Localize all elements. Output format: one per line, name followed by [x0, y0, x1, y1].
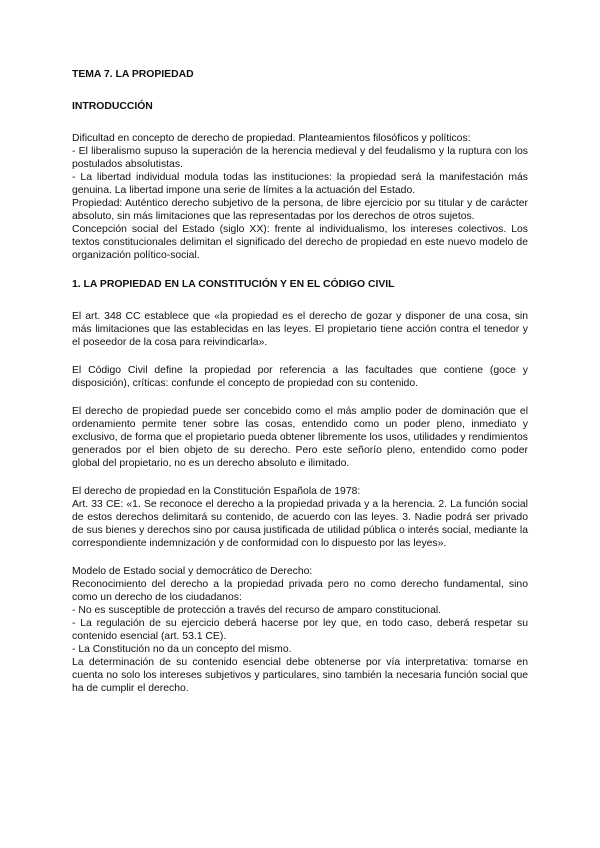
- model-line: - La Constitución no da un concepto del mismo.: [72, 644, 292, 655]
- section1-paragraph: El Código Civil define la propiedad por referencia a las facultades que contiene (goce y disposición), críticas: confunde el concepto de propiedad con su contenido.: [72, 365, 528, 389]
- intro-paragraph: Propiedad: Auténtico derecho subjetivo de la persona, de libre ejercicio por su titular y de carácter absoluto, sin más limitaciones que las representadas por los derechos de otros sujetos.: [72, 198, 528, 222]
- section1-heading: 1. LA PROPIEDAD EN LA CONSTITUCIÓN Y EN EL CÓDIGO CIVIL: [72, 279, 395, 290]
- intro-paragraph: - La libertad individual modula todas las instituciones: la propiedad será la manifestación más genuina. La libertad impone una serie de límites a la actuación del Estado.: [72, 172, 528, 196]
- model-block: [72, 565, 528, 695]
- intro-paragraph: Concepción social del Estado (siglo XX): frente al individualismo, los intereses colectivos. Los textos constitucionales delimitan el significado del derecho de propiedad en este nuevo modelo de organización político-social.: [72, 224, 528, 261]
- model-line: - La regulación de su ejercicio deberá hacerse por ley que, en todo caso, deberá respetar su contenido esencial (art. 53.1 CE).: [72, 618, 528, 642]
- constitution-line: Art. 33 CE: «1. Se reconoce el derecho a la propiedad privada y a la herencia. 2. La función social de estos derechos delimitará su contenido, de acuerdo con las leyes. 3. Nadie podrá ser privado de sus bienes y derechos sino por causa justificada de utilidad pública o interés social, mediante la correspondiente indemnización y de conformidad con lo dispuesto por las leyes».: [72, 499, 528, 549]
- section1-paragraph: El art. 348 CC establece que «la propiedad es el derecho de gozar y disponer de una cosa, sin más limitaciones que las establecidas en las leyes. El propietario tiene acción contra el tenedor y el poseedor de la cosa para reivindicarla».: [72, 311, 528, 348]
- model-line: Modelo de Estado social y democrático de Derecho:: [72, 566, 313, 577]
- section1-paragraph: El derecho de propiedad puede ser concebido como el más amplio poder de dominación que el ordenamiento permite tener sobre las cosas, entendido como un poder pleno, inmediato y exclusivo, de forma que el propietario pueda obtener libremente los usos, utilidades y rendimientos generados por el bien objeto de su derecho. Pero este señorío pleno, entendido como poder global del propietario, no es un derecho absoluto e ilimitado.: [72, 406, 528, 469]
- document-title: TEMA 7. LA PROPIEDAD: [72, 69, 194, 80]
- intro-heading: INTRODUCCIÓN: [72, 101, 153, 112]
- model-line: - No es susceptible de protección a través del recurso de amparo constitucional.: [72, 605, 442, 616]
- constitution-line: El derecho de propiedad en la Constitución Española de 1978:: [72, 486, 361, 497]
- intro-section: [72, 132, 528, 262]
- document-content: [72, 68, 528, 707]
- model-line: La determinación de su contenido esencial debe obtenerse por vía interpretativa: tomarse en cuenta no solo los intereses subjetivos y particulares, sino también la necesaria función social que ha de cumplir el derecho.: [72, 657, 528, 694]
- intro-paragraph: - El liberalismo supuso la superación de la herencia medieval y del feudalismo y la ruptura con los postulados absolutistas.: [72, 146, 528, 170]
- constitution-block: [72, 485, 528, 550]
- intro-paragraph: Dificultad en concepto de derecho de propiedad. Planteamientos filosóficos y políticos:: [72, 133, 471, 144]
- model-line: Reconocimiento del derecho a la propiedad privada pero no como derecho fundamental, sino como un derecho de los ciudadanos:: [72, 579, 528, 603]
